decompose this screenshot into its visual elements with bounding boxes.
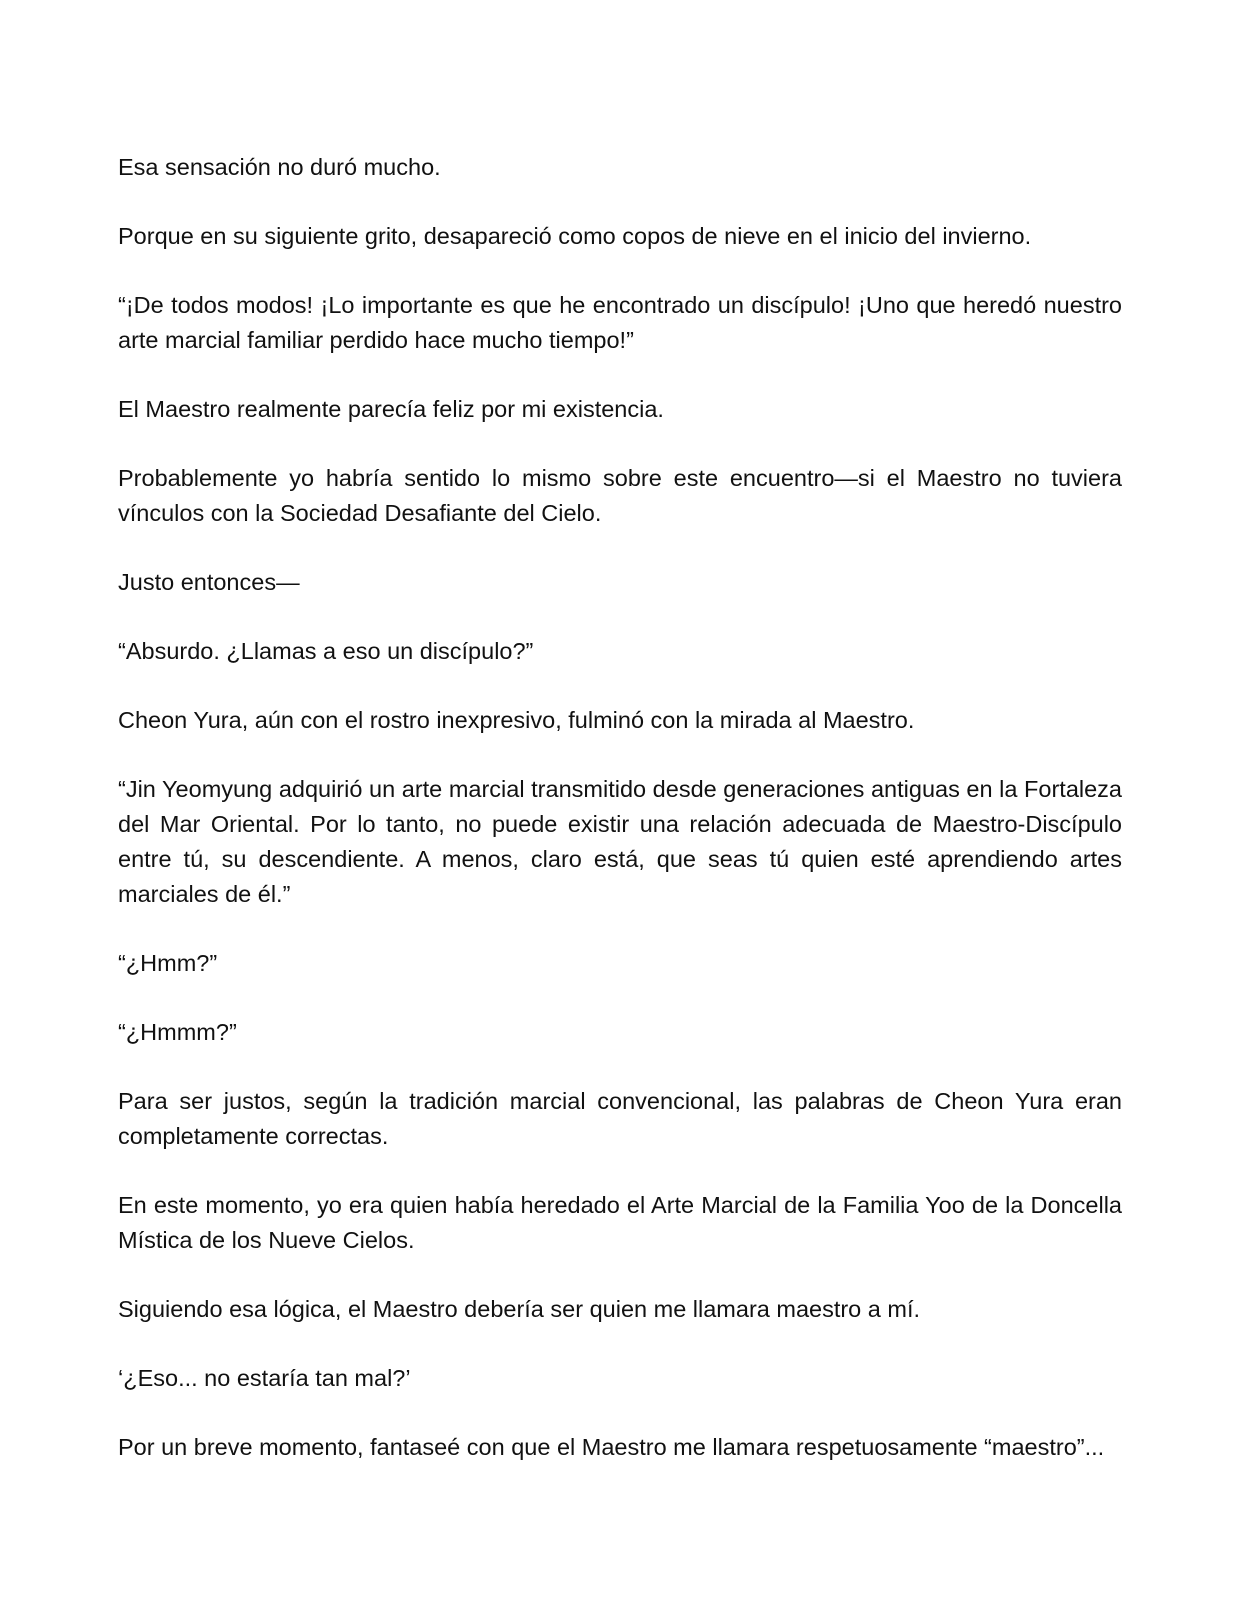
paragraph: El Maestro realmente parecía feliz por mi existencia. (118, 396, 664, 422)
text-body (118, 150, 1122, 1499)
paragraph: ‘¿Eso... no estaría tan mal?’ (118, 1365, 411, 1391)
paragraph: Siguiendo esa lógica, el Maestro debería ser quien me llamara maestro a mí. (118, 1296, 921, 1322)
paragraph: “Absurdo. ¿Llamas a eso un discípulo?” (118, 638, 534, 664)
paragraph: Probablemente yo habría sentido lo mismo sobre este encuentro—si el Maestro no tuviera vínculos con la Sociedad Desafiante del Cielo. (118, 465, 1122, 526)
paragraph: “¿Hmm?” (118, 950, 218, 976)
paragraph: “Jin Yeomyung adquirió un arte marcial transmitido desde generaciones antiguas en la Fortaleza del Mar Oriental. Por lo tanto, no puede existir una relación adecuada de Maestro-Discípulo entre tú, su descendiente. A menos, claro está, que seas tú quien esté aprendiendo artes marciales de él.” (118, 776, 1122, 907)
paragraph: “¡De todos modos! ¡Lo importante es que he encontrado un discípulo! ¡Uno que heredó nuestro arte marcial familiar perdido hace mucho tiempo!” (118, 292, 1122, 353)
paragraph: Por un breve momento, fantaseé con que el Maestro me llamara respetuosamente “maestro”... (118, 1434, 1105, 1460)
paragraph: Justo entonces— (118, 569, 300, 595)
paragraph: “¿Hmmm?” (118, 1019, 237, 1045)
paragraph: Porque en su siguiente grito, desapareció como copos de nieve en el inicio del invierno. (118, 223, 1032, 249)
paragraph: En este momento, yo era quien había heredado el Arte Marcial de la Familia Yoo de la Doncella Mística de los Nueve Cielos. (118, 1192, 1122, 1253)
paragraph: Esa sensación no duró mucho. (118, 154, 441, 180)
paragraph: Cheon Yura, aún con el rostro inexpresivo, fulminó con la mirada al Maestro. (118, 707, 915, 733)
paragraph: Para ser justos, según la tradición marcial convencional, las palabras de Cheon Yura eran completamente correctas. (118, 1088, 1122, 1149)
